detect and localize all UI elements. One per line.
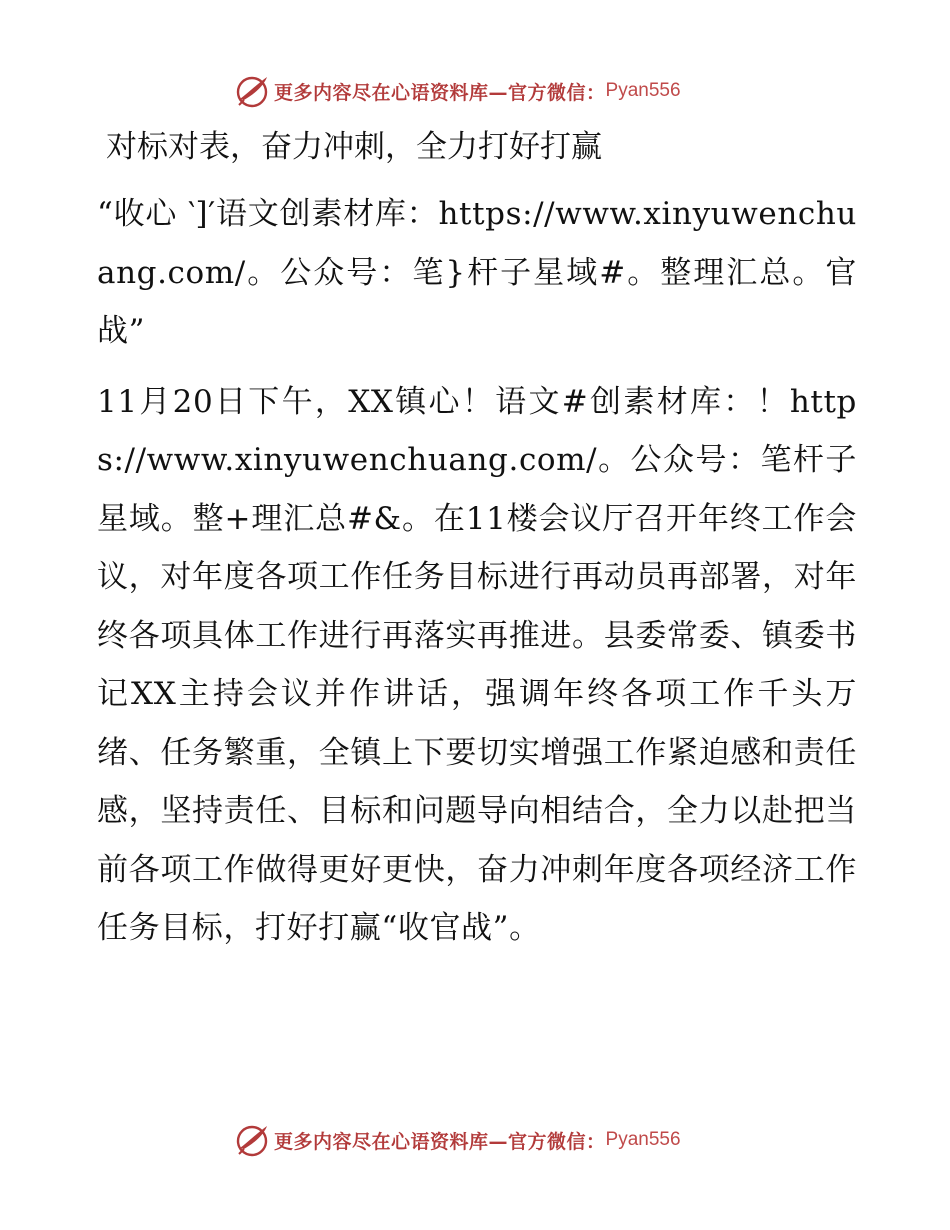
banner-text: 更多内容尽在心语资料库—官方微信： [274, 1130, 606, 1153]
paragraph-1: “收心 ‵]′语文创素材库：https://www.xinyuwenchuang.com/。公众号：笔}杆子星域#。整理汇总。官战” [97, 196, 857, 349]
banner-text: 更多内容尽在心语资料库—官方微信： [274, 81, 606, 104]
paragraph-2: 11月20日下午，XX镇心！语文#创素材库：！https://www.xinyuwenchuang.com/。公众号：笔杆子星域。整+理汇总#&。在11楼会议厅召开年终工作会议，对年度各项工作任务目标进行再动员再部署，对年终各项具体工作进行再落实再推进。县委常委、镇委书记XX主持会议并作讲话，强调年终各项工作千头万绪、任务繁重，全镇上下要切实增强工作紧迫感和责任感，坚持责任、目标和问题导向相结合，全力以赴把当前各项工作做得更好更快，奋力冲刺年度各项经济工作任务目标，打好打赢“收官战”。 [97, 383, 857, 946]
quill-pen-logo-icon [234, 1122, 270, 1158]
document-body [97, 117, 857, 958]
wechat-id: Pyan556 [605, 1129, 681, 1150]
footer-banner [234, 1122, 714, 1158]
header-banner [234, 73, 714, 109]
document-title: 对标对表，奋力冲刺，全力打好打赢 [106, 129, 602, 165]
quill-pen-logo-icon [234, 73, 270, 109]
wechat-id: Pyan556 [605, 80, 681, 101]
